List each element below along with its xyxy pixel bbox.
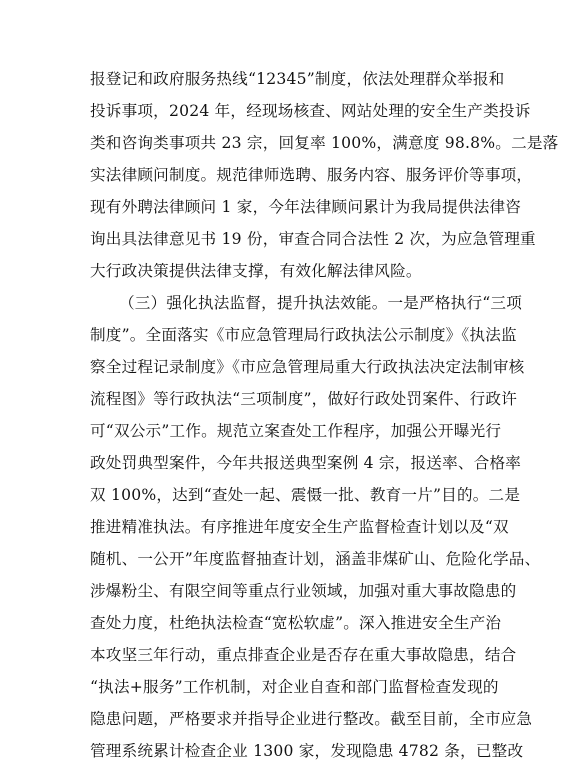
text-line: 推进精准执法。有序推进年度安全生产监督检查计划以及“双	[90, 518, 509, 536]
text-line: 随机、一公开”年度监督抽查计划，涵盖非煤矿山、危险化学品、	[90, 550, 541, 568]
section-heading-line: （三）强化执法监督，提升执法效能。一是严格执行“三项	[119, 294, 523, 312]
text-line: 现有外聘法律顾问 1 家，今年法律顾问累计为我局提供法律咨	[90, 198, 522, 216]
text-line: 报登记和政府服务热线“12345”制度，依法处理群众举报和	[90, 70, 505, 88]
text-line: 涉爆粉尘、有限空间等重点行业领域，加强对重大事故隐患的	[90, 582, 517, 600]
text-line: 隐患问题，严格要求并指导企业进行整改。截至目前，全市应急	[90, 710, 533, 728]
text-line: “执法+服务”工作机制，对企业自查和部门监督检查发现的	[90, 678, 499, 696]
text-line: 双 100%，达到“查处一起、震慑一批、教育一片”目的。二是	[90, 486, 521, 504]
text-line: 流程图》等行政执法“三项制度”，做好行政处罚案件、行政许	[90, 390, 517, 408]
text-line: 察全过程记录制度》《市应急管理局重大行政执法决定法制审核	[90, 358, 525, 376]
text-line: 询出具法律意见书 19 份，审查合同合法性 2 次，为应急管理重	[90, 230, 536, 248]
text-line: 投诉事项，2024 年，经现场核查、网站处理的安全生产类投诉	[90, 102, 531, 120]
text-line: 管理系统累计检查企业 1300 家，发现隐患 4782 条，已整改	[90, 742, 524, 760]
text-line: 查处力度，杜绝执法检查“宽松软虚”。深入推进安全生产治	[90, 614, 502, 632]
text-line: 大行政决策提供法律支撑，有效化解法律风险。	[90, 262, 422, 280]
text-line: 本攻坚三年行动，重点排查企业是否存在重大事故隐患，结合	[90, 646, 517, 664]
text-line: 政处罚典型案件，今年共报送典型案例 4 宗，报送率、合格率	[90, 454, 522, 472]
text-line: 实法律顾问制度。规范律师选聘、服务内容、服务评价等事项，	[90, 166, 533, 184]
text-line: 制度”。全面落实《市应急管理局行政执法公示制度》《执法监	[90, 326, 517, 344]
text-line: 类和咨询类事项共 23 宗，回复率 100%，满意度 98.8%。二是落	[90, 134, 559, 152]
text-line: 可“双公示”工作。规范立案查处工作程序，加强公开曝光行	[90, 422, 502, 440]
